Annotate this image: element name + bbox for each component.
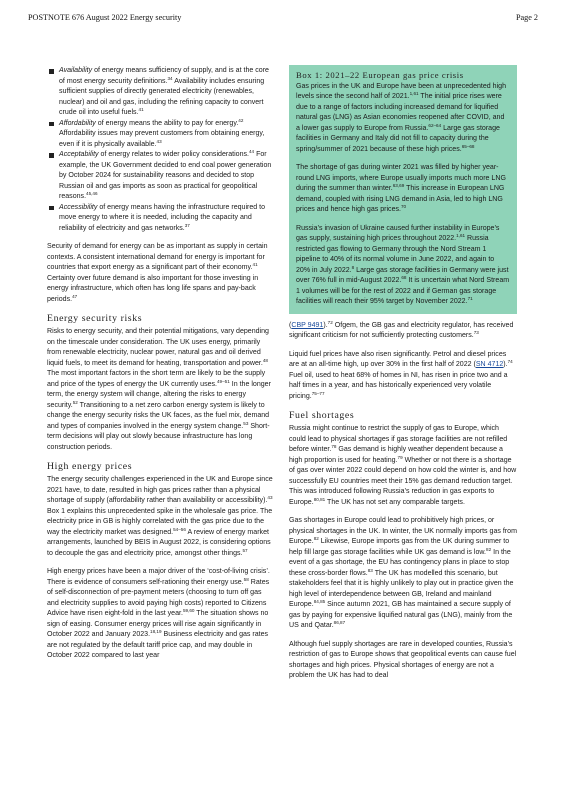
list-text: Affordability issues may prevent customers from obtaining energy, even if it is physically available.	[59, 130, 265, 148]
header-title: POSTNOTE 676 August 2022 Energy security	[28, 13, 182, 22]
bullet-square-icon	[49, 153, 54, 158]
left-column	[47, 66, 273, 670]
bullet-square-icon	[49, 206, 54, 211]
box-gas-price-crisis	[289, 65, 517, 314]
paragraph-liquid-fuel: Liquid fuel prices have also risen significantly. Petrol and diesel prices are at an all-time high, up over 30% in the first half of 2022 (SN 4712).$^{74}$ Fuel oil, used to heat 68% of homes in NI, has risen in price two and a half times in a year, and has historically experienced very volatile pricing.$^{75-77}$	[289, 350, 513, 400]
paragraph-geopolitical: Although fuel supply shortages are rare in developed counties, Russia’s restriction of gas to Europe shows that geopolitical events can cause fuel shortages and high prices. Physical shortages of energy are not a problem the UK has had to deal	[289, 640, 517, 679]
box-title: Box 1: 2021–22 European gas price crisis	[296, 70, 464, 80]
heading-energy-security-risks: Energy security risks	[47, 313, 143, 324]
footnote-ref: 43	[156, 138, 162, 144]
list-text: of energy relates to wider policy considerations.	[98, 151, 249, 158]
footnote-ref: 42	[238, 117, 244, 123]
right-column	[289, 66, 517, 690]
footnote-ref: 41	[138, 107, 144, 112]
paragraph-shortages: Russia might continue to restrict the supply of gas to Europe, which could lead to physical shortages if gas storage facilities are not refilled before winter.$^{78}$ Gas demand is highly weather dependent because a high proportion is used for heating.$^{79}$ Whether or not there is a shortage of gas over winter 2022 could depend on how cold the winter is, and how successfully EU countries meet their 15% gas demand reduction target. This was introduced following Russia’s reduction in gas exports to Europe.$^{80,81}$ The UK has not set any comparable targets.	[289, 425, 517, 506]
list-text: of energy means sufficiency of supply, and is at the core of most energy security definitions.	[59, 67, 269, 85]
heading-high-energy-prices: High energy prices	[47, 461, 133, 472]
footnote-ref: 44	[248, 149, 255, 154]
bullet-square-icon	[49, 122, 54, 127]
energy-security-dimensions-list	[47, 66, 273, 234]
paragraph-cost-of-living: High energy prices have been a major driver of the ‘cost-of-living crisis’. There is evidence of consumers self-rationing their energy use.$^{58}$ Rates of self-disconnection of pre-payment meters (choosing to turn off gas and electricity supplies to avoid paying high costs) reported to Citizens Advice have risen eight-fold in the last year.$^{59,60}$ The situation shows no sign of easing. Consumer energy prices will rise again significantly in October 2022 and January 2023.$^{18,19}$ Business electricity and gas rates are not regulated by the default tariff price cap, and may double in October 2022 compared to last year	[47, 568, 270, 659]
box-paragraph: Russia’s invasion of Ukraine caused further instability in Europe’s gas supply, sustaining high prices throughout 2022.$^{1,61}$ Russia restricted gas flowing to Germany through the Nord Stream 1 pipeline to 40% of its normal volume in June 2022, and again to 20% in July 2022.$^8$ Large gas storage facilities in Germany were just over 76% full in mid-August 2022.68 It is uncertain what Nord Stream 1 volumes will be for the rest of 2022 and if German gas storage facilities will reach their 95% target by November 2022.71	[296, 224, 510, 305]
list-term: Affordability	[59, 119, 96, 127]
link-cbp-9491[interactable]: CBP 9491	[291, 321, 324, 329]
paragraph-ofgem: (CBP 9491).$^{72}$ Ofgem, the GB gas and electricity regulator, has received significant criticism for not sufficiently protecting customers.$^{73}$	[289, 319, 514, 339]
box-paragraph: The shortage of gas during winter 2021 was filled by higher year-round LNG imports, where Europe usually imports much more LNG during the summer than winter.$^{63,69}$ This increase in European LNG demand, coupled with rising LNG demand in Asia, led to high LNG prices and hence high gas prices.$^{70}$	[296, 164, 506, 213]
list-text: Availability includes ensuring sufficient supplies of directly generated electricity (renewables, nuclear) and oil and gas, including the refining capacity to convert crude oil into useful fuels.	[59, 77, 265, 116]
link-sn-4712[interactable]: SN 4712	[475, 361, 504, 368]
list-text: of energy means having the infrastructure required to move energy to where it is needed, including the capacity and reliability of electricity and gas networks.	[59, 203, 266, 232]
footnote-ref: 37	[184, 222, 190, 228]
footnote-ref: 34	[167, 75, 173, 81]
paragraph-prices: The energy security challenges experienced in the UK and Europe since 2021 have, to date, resulted in high gas prices rather than a physical shortage of supply (affordability rather than availability or accessibility).$^{43}$ Box 1 explains this unprecedented spike in the wholesale gas price. The electricity price in GB is highly correlated with the gas price due to the way the electricity market was designed.$^{54-56}$ A review of energy market arrangements, launched by BEIS in August 2022, is considering options to decouple the gas and electricity price, amongst other things.$^{57}$	[47, 476, 273, 557]
list-item	[47, 119, 273, 151]
page-number: Page 2	[515, 13, 538, 22]
list-item	[47, 150, 273, 203]
list-text: For example, the UK Government decided to end coal power generation by October 2024 for sustainability reasons and decided to stop Russian oil and gas imports as soon as practical for geopolitical reasons.	[59, 151, 272, 200]
list-item	[47, 66, 273, 119]
paragraph-europe-gas: Gas shortages in Europe could lead to prohibitively high prices, or physical shortages in the UK. In winter, the UK normally imports gas from Europe.$^{82}$ Likewise, Europe imports gas from the UK during summer to help fill large gas storage facilities while UK gas demand is low.$^{82}$ In the event of a gas shortage, the EU has contingency plans in place to stop these cross-border flows.$^{83}$ The UK has modelled this scenario, but stakeholders feel that it is highly unlikely to play out in practice given the high level of interdependence between GB, Ireland and mainland Europe.$^{84,85}$ Since autumn 2021, GB has maintained a secure supply of gas by paying for expensive liquified natural gas (LNG), mainly from the US and Qatar.$^{86,87}$	[289, 517, 517, 629]
list-item	[47, 203, 273, 235]
heading-fuel-shortages: Fuel shortages	[289, 410, 355, 421]
box-paragraph: Gas prices in the UK and Europe have been at unprecedented high levels since the second half of 2021.$^{1,61}$ The initial price rises were due to a range of factors including increased demand for liquified natural gas (LNG) as Asian economies reopened after COVID, and a lower gas supply to Europe from Russia.$^{62-64}$ Large gas storage facilities in Germany and Italy did not fill to capacity during the spring/summer of 2021 because of these high prices.$^{65-68}$	[296, 82, 506, 153]
list-text: of energy means the ability to pay for energy.	[95, 119, 239, 127]
list-term: Accessibility	[59, 203, 98, 211]
bullet-square-icon	[49, 69, 54, 74]
footnote-ref: 45,46	[86, 191, 98, 196]
list-term: Acceptability	[59, 151, 99, 158]
paragraph-risks: Risks to energy security, and their potential mitigations, vary depending on the timescale under consideration. The UK uses energy, primarily from renewable electricity, nuclear power, natural gas and oil derived liquid fuels, to meet its demand for heating, transportation and power.$^{48}$ The most important factors in the short term are likely to be the supply and price of the types of energy the UK currently uses.$^{49-51}$ In the longer term, the energy system will change, altering the risks to energy security.$^{52}$ Transitioning to a net zero carbon energy system is likely to change the energy security risks the UK faces, as the fuel mix, demand and types of companies involved in the energy system change.$^{53}$ Short-term decisions will play out slowly because infrastructure has long construction periods.	[47, 328, 271, 451]
paragraph-security-of-demand: Security of demand for energy can be as important as supply in certain contexts. A consistent international demand for energy is important for countries that export energy as a significant part of their economy.$^{41}$ Certainty over future demand is also important for those investing in energy infrastructure, which often has long life spans and pay-back periods.$^{47}$	[47, 243, 268, 303]
list-term: Availability	[59, 67, 93, 74]
